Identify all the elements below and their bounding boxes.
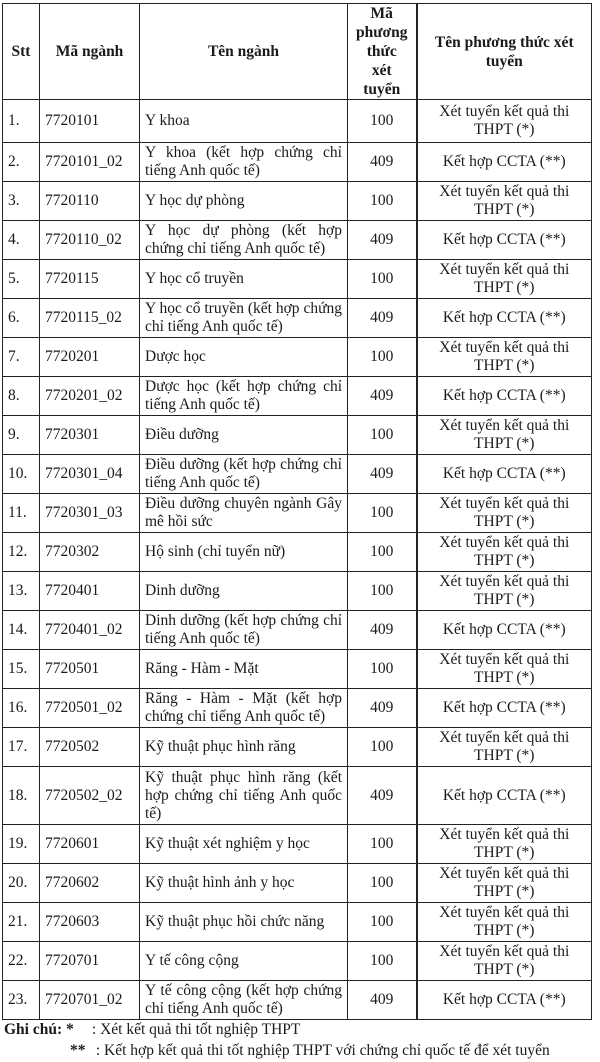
row-stt: 11. <box>3 494 40 533</box>
row-stt: 3. <box>3 182 40 221</box>
row-method-name: Kết hợp CCTA (**) <box>417 767 592 825</box>
row-program-name: Hộ sinh (chỉ tuyển nữ) <box>140 533 348 572</box>
row-method-name: Kết hợp CCTA (**) <box>417 221 592 260</box>
row-program-code: 7720101_02 <box>40 143 140 182</box>
header-stt: Stt <box>3 4 40 100</box>
row-program-name: Răng - Hàm - Mặt (kết hợp chứng chỉ tiếng Anh quốc tế) <box>140 689 348 728</box>
row-program-code: 7720601 <box>40 825 140 864</box>
row-program-code: 7720701_02 <box>40 981 140 1020</box>
row-method-name: Xét tuyển kết quả thi THPT (*) <box>417 864 592 903</box>
row-method-code: 100 <box>348 533 417 572</box>
row-method-code: 100 <box>348 942 417 981</box>
row-program-code: 7720502 <box>40 728 140 767</box>
table-header-row <box>3 4 592 100</box>
row-method-code: 100 <box>348 100 417 143</box>
row-stt: 23. <box>3 981 40 1020</box>
row-program-name: Kỹ thuật phục hồi chức năng <box>140 903 348 942</box>
row-program-code: 7720301_04 <box>40 455 140 494</box>
table-row <box>3 182 592 221</box>
header-method-code-line: tuyển <box>363 81 401 98</box>
row-program-code: 7720302 <box>40 533 140 572</box>
header-method-code-line: Mã <box>370 5 393 22</box>
row-program-code: 7720502_02 <box>40 767 140 825</box>
table-row <box>3 942 592 981</box>
row-program-code: 7720110 <box>40 182 140 221</box>
row-stt: 5. <box>3 260 40 299</box>
table-row <box>3 611 592 650</box>
row-program-code: 7720501 <box>40 650 140 689</box>
row-program-name: Kỹ thuật phục hình răng (kết hợp chứng chỉ tiếng Anh quốc tế) <box>140 767 348 825</box>
row-program-name: Điều dưỡng (kết hợp chứng chỉ tiếng Anh quốc tế) <box>140 455 348 494</box>
row-program-name: Y học cổ truyền <box>140 260 348 299</box>
row-method-code: 100 <box>348 864 417 903</box>
row-stt: 10. <box>3 455 40 494</box>
header-method-code-line: thức <box>366 43 397 60</box>
row-method-name: Kết hợp CCTA (**) <box>417 455 592 494</box>
row-method-name: Xét tuyển kết quả thi THPT (*) <box>417 533 592 572</box>
table-row <box>3 572 592 611</box>
table-body <box>3 100 592 1020</box>
row-method-code: 100 <box>348 182 417 221</box>
row-method-name: Xét tuyển kết quả thi THPT (*) <box>417 338 592 377</box>
table-row <box>3 533 592 572</box>
row-program-code: 7720115_02 <box>40 299 140 338</box>
row-program-name: Y học dự phòng <box>140 182 348 221</box>
row-stt: 20. <box>3 864 40 903</box>
row-program-code: 7720301_03 <box>40 494 140 533</box>
row-method-code: 100 <box>348 572 417 611</box>
row-program-code: 7720101 <box>40 100 140 143</box>
row-method-code: 409 <box>348 377 417 416</box>
note-line <box>4 1040 600 1061</box>
row-method-code: 409 <box>348 221 417 260</box>
row-method-code: 409 <box>348 981 417 1020</box>
row-stt: 12. <box>3 533 40 572</box>
row-program-name: Dinh dưỡng <box>140 572 348 611</box>
table-row <box>3 494 592 533</box>
note-text: : Kết hợp kết quả thi tốt nghiệp THPT với chứng chỉ quốc tế để xét tuyển <box>95 1042 550 1059</box>
notes-label: Ghi chú: <box>4 1021 63 1038</box>
table-row <box>3 689 592 728</box>
row-program-name: Y học dự phòng (kết hợp chứng chỉ tiếng Anh quốc tế) <box>140 221 348 260</box>
table-row <box>3 100 592 143</box>
row-method-name: Xét tuyển kết quả thi THPT (*) <box>417 182 592 221</box>
row-method-code: 100 <box>348 728 417 767</box>
row-stt: 4. <box>3 221 40 260</box>
row-stt: 2. <box>3 143 40 182</box>
row-program-code: 7720301 <box>40 416 140 455</box>
table-row <box>3 767 592 825</box>
row-program-name: Kỹ thuật phục hình răng <box>140 728 348 767</box>
row-method-code: 100 <box>348 260 417 299</box>
table-row <box>3 260 592 299</box>
row-program-name: Kỹ thuật xét nghiệm y học <box>140 825 348 864</box>
table-row <box>3 143 592 182</box>
row-method-code: 100 <box>348 338 417 377</box>
table-row <box>3 377 592 416</box>
row-stt: 1. <box>3 100 40 143</box>
row-method-name: Xét tuyển kết quả thi THPT (*) <box>417 100 592 143</box>
row-program-name: Điều dưỡng <box>140 416 348 455</box>
row-method-code: 409 <box>348 689 417 728</box>
row-program-code: 7720602 <box>40 864 140 903</box>
table-row <box>3 650 592 689</box>
row-program-name: Dinh dưỡng (kết hợp chứng chỉ tiếng Anh quốc tế) <box>140 611 348 650</box>
row-program-name: Y học cổ truyền (kết hợp chứng chỉ tiếng Anh quốc tế) <box>140 299 348 338</box>
row-method-code: 409 <box>348 455 417 494</box>
admission-table <box>2 3 592 1020</box>
row-program-name: Dược học (kết hợp chứng chỉ tiếng Anh quốc tế) <box>140 377 348 416</box>
row-program-code: 7720701 <box>40 942 140 981</box>
table-row <box>3 981 592 1020</box>
row-method-name: Xét tuyển kết quả thi THPT (*) <box>417 416 592 455</box>
row-method-code: 409 <box>348 767 417 825</box>
row-method-name: Xét tuyển kết quả thi THPT (*) <box>417 903 592 942</box>
row-method-name: Kết hợp CCTA (**) <box>417 981 592 1020</box>
row-stt: 6. <box>3 299 40 338</box>
row-method-name: Kết hợp CCTA (**) <box>417 689 592 728</box>
row-method-name: Xét tuyển kết quả thi THPT (*) <box>417 942 592 981</box>
row-method-name: Kết hợp CCTA (**) <box>417 377 592 416</box>
table-row <box>3 455 592 494</box>
row-program-code: 7720201 <box>40 338 140 377</box>
table-row <box>3 221 592 260</box>
header-program-name: Tên ngành <box>140 4 348 100</box>
table-row <box>3 728 592 767</box>
row-method-name: Xét tuyển kết quả thi THPT (*) <box>417 650 592 689</box>
row-method-code: 100 <box>348 416 417 455</box>
row-method-name: Xét tuyển kết quả thi THPT (*) <box>417 494 592 533</box>
row-method-code: 100 <box>348 903 417 942</box>
row-method-name: Kết hợp CCTA (**) <box>417 611 592 650</box>
row-program-code: 7720401_02 <box>40 611 140 650</box>
row-method-name: Xét tuyển kết quả thi THPT (*) <box>417 825 592 864</box>
row-program-code: 7720201_02 <box>40 377 140 416</box>
row-method-code: 409 <box>348 611 417 650</box>
row-program-name: Dược học <box>140 338 348 377</box>
row-program-name: Kỹ thuật hình ảnh y học <box>140 864 348 903</box>
row-method-code: 100 <box>348 825 417 864</box>
table-row <box>3 338 592 377</box>
row-program-name: Y tế công cộng <box>140 942 348 981</box>
table-row <box>3 864 592 903</box>
row-stt: 19. <box>3 825 40 864</box>
table-row <box>3 416 592 455</box>
note-text: : Xét kết quả thi tốt nghiệp THPT <box>91 1021 301 1038</box>
row-program-code: 7720110_02 <box>40 221 140 260</box>
header-method-code-line: phương <box>356 24 408 41</box>
row-stt: 21. <box>3 903 40 942</box>
row-method-name: Kết hợp CCTA (**) <box>417 143 592 182</box>
row-stt: 22. <box>3 942 40 981</box>
row-stt: 18. <box>3 767 40 825</box>
header-method-code-line: xét <box>371 62 392 79</box>
row-method-code: 100 <box>348 650 417 689</box>
row-method-name: Xét tuyển kết quả thi THPT (*) <box>417 572 592 611</box>
row-program-code: 7720115 <box>40 260 140 299</box>
row-program-name: Y khoa (kết hợp chứng chỉ tiếng Anh quốc tế) <box>140 143 348 182</box>
table-row <box>3 903 592 942</box>
row-stt: 8. <box>3 377 40 416</box>
row-program-code: 7720603 <box>40 903 140 942</box>
row-stt: 16. <box>3 689 40 728</box>
row-program-name: Răng - Hàm - Mặt <box>140 650 348 689</box>
row-stt: 14. <box>3 611 40 650</box>
row-method-name: Xét tuyển kết quả thi THPT (*) <box>417 260 592 299</box>
row-program-name: Điều dưỡng chuyên ngành Gây mê hồi sức <box>140 494 348 533</box>
row-method-name: Xét tuyển kết quả thi THPT (*) <box>417 728 592 767</box>
notes-section <box>4 1019 600 1061</box>
row-stt: 13. <box>3 572 40 611</box>
row-stt: 9. <box>3 416 40 455</box>
table-row <box>3 825 592 864</box>
row-stt: 17. <box>3 728 40 767</box>
note-line <box>4 1019 600 1040</box>
row-method-code: 409 <box>348 143 417 182</box>
row-method-code: 409 <box>348 299 417 338</box>
row-stt: 15. <box>3 650 40 689</box>
row-program-name: Y khoa <box>140 100 348 143</box>
header-method-code <box>348 4 417 100</box>
table-row <box>3 299 592 338</box>
row-program-code: 7720501_02 <box>40 689 140 728</box>
header-program-code: Mã ngành <box>40 4 140 100</box>
note-mark: * <box>66 1021 74 1038</box>
row-method-code: 100 <box>348 494 417 533</box>
header-method-name: Tên phương thức xét tuyển <box>417 4 592 100</box>
row-program-name: Y tế công cộng (kết hợp chứng chỉ tiếng Anh quốc tế) <box>140 981 348 1020</box>
row-program-code: 7720401 <box>40 572 140 611</box>
row-stt: 7. <box>3 338 40 377</box>
note-mark: ** <box>70 1042 86 1059</box>
row-method-name: Kết hợp CCTA (**) <box>417 299 592 338</box>
